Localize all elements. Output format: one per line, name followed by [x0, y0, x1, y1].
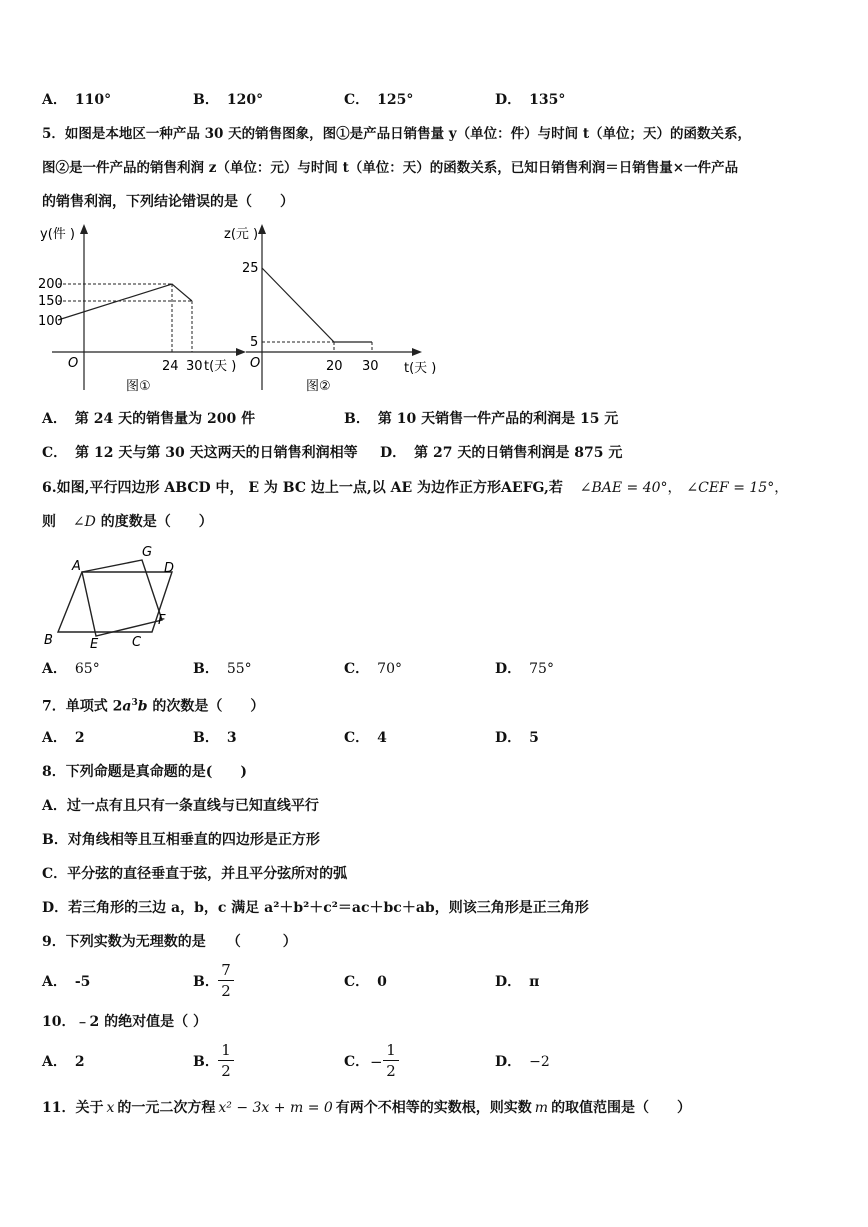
q6-option-b[interactable] — [193, 659, 252, 679]
option-value: 2 — [74, 730, 85, 746]
option-label: C． — [344, 1054, 370, 1070]
option-value: 55° — [226, 661, 252, 677]
q6-stem-line1: 6.如图,平行四边形 ABCD 中， E 为 BC 边上一点,以 AE 为边作正方形AEFG,若 ∠BAE = 40°， ∠CEF = 15°， — [42, 480, 789, 496]
q11-text-b: 的一元二次方程 — [117, 1100, 216, 1116]
q7-exponent: 3 — [131, 698, 138, 708]
q9-option-c[interactable] — [344, 972, 387, 992]
q6-stem-text: 6.如图,平行四边形 ABCD 中， E 为 BC 边上一点,以 AE 为边作正方形AEFG,若 — [42, 480, 563, 496]
q6-option-a[interactable] — [42, 659, 100, 679]
q7-text-a: 7．单项式 2 — [42, 698, 123, 715]
q5-option-c[interactable] — [42, 443, 358, 463]
q7-text-d: 的次数是（ ） — [147, 698, 265, 715]
option-value: 65° — [74, 661, 100, 677]
option-value: 第 12 天与第 30 天这两天的日销售利润相等 — [75, 445, 358, 461]
option-label: C． — [344, 661, 370, 677]
label-d: D — [164, 561, 175, 576]
numerator: 7 — [221, 961, 231, 979]
fraction-bar — [218, 980, 234, 981]
option-label: D． — [495, 730, 522, 746]
label-g: G — [142, 545, 153, 560]
q10-stem: 10．﹣2 的绝对值是（ ） — [42, 1014, 207, 1030]
fraction-bar — [218, 1060, 234, 1061]
q11-stem — [42, 1098, 691, 1118]
option-label: A． — [42, 1054, 67, 1070]
x-axis-label: t(天 ) — [404, 361, 437, 376]
option-label: A． — [42, 661, 67, 677]
q5-option-b[interactable] — [344, 409, 618, 429]
option-value: 2 — [74, 1054, 85, 1070]
q11-text-d: 的取值范围是（ ） — [551, 1100, 692, 1116]
option-value: 5 — [529, 730, 539, 746]
x-axis-label: t(天 ) — [204, 359, 237, 374]
option-value: 75° — [529, 661, 554, 677]
option-label: A． — [42, 730, 67, 746]
label-e: E — [90, 637, 99, 652]
option-value: 第 10 天销售一件产品的利润是 15 元 — [377, 411, 619, 427]
y-tick-100: 100 — [38, 314, 63, 329]
q6-option-d[interactable] — [495, 659, 554, 679]
option-value: 4 — [377, 730, 387, 746]
q9-stem: 9．下列实数为无理数的是 （ ） — [42, 934, 297, 950]
q6-stem-text-a: 则 — [42, 514, 56, 530]
option-label: B． — [193, 730, 219, 746]
q5-stem-line2: 图②是一件产品的销售利润 z（单位：元）与时间 t（单位：天）的函数关系，已知日销售利润＝日销售量×一件产品 — [42, 160, 739, 176]
numerator: 1 — [386, 1041, 396, 1059]
figure-caption: 图① — [126, 379, 151, 394]
denominator: 2 — [221, 1062, 231, 1080]
y-tick-5: 5 — [250, 335, 259, 350]
q5-figure-1 — [38, 222, 248, 402]
label-b: B — [44, 633, 53, 648]
option-value: 第 24 天的销售量为 200 件 — [74, 411, 256, 427]
option-label: B． — [193, 1054, 219, 1070]
q8-option-a[interactable]: A．过一点有且只有一条直线与已知直线平行 — [42, 798, 319, 814]
option-value: -5 — [74, 974, 91, 990]
q7-option-b[interactable] — [193, 728, 237, 748]
label-f: F — [158, 613, 166, 628]
option-label: A． — [42, 92, 67, 108]
option-label: D． — [495, 974, 522, 990]
option-label: D． — [495, 661, 522, 677]
q5-stem-line3: 的销售利润，下列结论错误的是（ ） — [42, 194, 294, 210]
y-tick-25: 25 — [242, 261, 259, 276]
q10-option-d[interactable] — [495, 1052, 550, 1072]
option-label: D． — [380, 445, 407, 461]
q8-stem: 8．下列命题是真命题的是( ) — [42, 764, 247, 780]
label-c: C — [132, 635, 142, 650]
q6-stem-line2 — [42, 512, 213, 532]
q10-option-c-fraction — [383, 1041, 399, 1080]
q7-var-b: b — [137, 698, 148, 715]
q5-figure-2 — [224, 222, 448, 402]
q7-option-c[interactable] — [344, 728, 387, 748]
option-label: A． — [42, 411, 67, 427]
option-label: B． — [193, 661, 219, 677]
option-label: B． — [193, 92, 219, 108]
denominator: 2 — [221, 982, 231, 1000]
q5-option-d[interactable] — [380, 443, 622, 463]
option-label: B． — [344, 411, 370, 427]
q9-option-b-fraction — [218, 961, 234, 1000]
fraction-bar — [383, 1060, 399, 1061]
q7-stem — [42, 693, 264, 717]
q4-option-a[interactable] — [42, 90, 111, 110]
q6-figure — [38, 540, 188, 652]
option-value: 3 — [226, 730, 237, 746]
option-label: D． — [495, 1054, 522, 1070]
q8-option-b[interactable]: B．对角线相等且互相垂直的四边形是正方形 — [42, 832, 320, 848]
parallelogram-abcd — [58, 572, 172, 632]
option-value: 135° — [529, 92, 566, 108]
origin-label: O — [68, 356, 79, 371]
q6-option-c[interactable] — [344, 659, 402, 679]
figure-caption: 图② — [306, 379, 331, 394]
numerator: 1 — [221, 1041, 231, 1059]
q4-option-b[interactable] — [193, 90, 263, 110]
q10-option-a[interactable] — [42, 1052, 85, 1072]
option-label: A． — [42, 974, 67, 990]
q11-equation: x² − 3x + m = 0 — [218, 1100, 333, 1116]
option-label: C． — [344, 92, 370, 108]
q5-stem-line1: 5．如图是本地区一种产品 30 天的销售图象，图①是产品日销售量 y（单位：件）与时间 t（单位；天）的函数关系， — [42, 126, 752, 142]
q5-option-a[interactable] — [42, 409, 255, 429]
q4-option-c[interactable] — [344, 90, 413, 110]
option-value: −2 — [529, 1054, 550, 1070]
q7-option-a[interactable] — [42, 728, 85, 748]
option-label: D． — [495, 92, 522, 108]
q9-option-a[interactable] — [42, 972, 90, 992]
x-tick-20: 20 — [326, 359, 343, 374]
q11-text-a: 11．关于 — [42, 1100, 104, 1116]
q10-option-b-fraction — [218, 1041, 234, 1080]
option-value: 125° — [377, 92, 414, 108]
q7-var-a: a — [122, 698, 132, 715]
q10-option-c-sign: − — [370, 1053, 383, 1071]
option-label: C． — [344, 730, 370, 746]
q11-var-m: m — [534, 1100, 549, 1116]
q11-var-x: x — [106, 1100, 115, 1116]
x-tick-24: 24 — [162, 359, 179, 374]
q6-angle-d: ∠D — [72, 514, 96, 530]
q6-condition-cef: ∠CEF = 15° — [686, 480, 775, 496]
option-value: π — [529, 974, 540, 990]
y-tick-200: 200 — [38, 277, 63, 292]
q7-option-d[interactable] — [495, 728, 539, 748]
option-label: B． — [193, 974, 219, 990]
x-tick-30: 30 — [186, 359, 203, 374]
label-a: A — [72, 559, 81, 574]
q9-option-d[interactable] — [495, 972, 539, 992]
option-value: 70° — [377, 661, 402, 677]
q4-option-d[interactable] — [495, 90, 565, 110]
q8-option-d[interactable]: D．若三角形的三边 a，b，c 满足 a²＋b²＋c²＝ac＋bc＋ab，则该三角形是正三角形 — [42, 900, 589, 916]
option-value: 第 27 天的日销售利润是 875 元 — [414, 445, 623, 461]
q6-stem-text-c: 的度数是（ ） — [100, 514, 213, 530]
profit-line — [262, 268, 372, 342]
q6-condition-bae: ∠BAE = 40° — [579, 480, 668, 496]
option-value: 120° — [226, 92, 264, 108]
q11-text-c: 有两个不相等的实数根，则实数 — [335, 1100, 532, 1116]
denominator: 2 — [386, 1062, 396, 1080]
option-value: 0 — [377, 974, 387, 990]
option-label: C． — [344, 974, 370, 990]
y-axis-label: z(元 ) — [224, 227, 259, 242]
option-value: 110° — [74, 92, 112, 108]
origin-label: O — [250, 356, 261, 371]
y-axis-label: y(件 ) — [40, 227, 75, 242]
option-label: C． — [42, 445, 68, 461]
y-axis-arrow-icon — [258, 224, 266, 234]
x-axis-arrow-icon — [412, 348, 422, 356]
y-axis-arrow-icon — [80, 224, 88, 234]
q8-option-c[interactable]: C．平分弦的直径垂直于弦，并且平分弦所对的弧 — [42, 866, 348, 882]
y-tick-150: 150 — [38, 294, 63, 309]
x-tick-30: 30 — [362, 359, 379, 374]
